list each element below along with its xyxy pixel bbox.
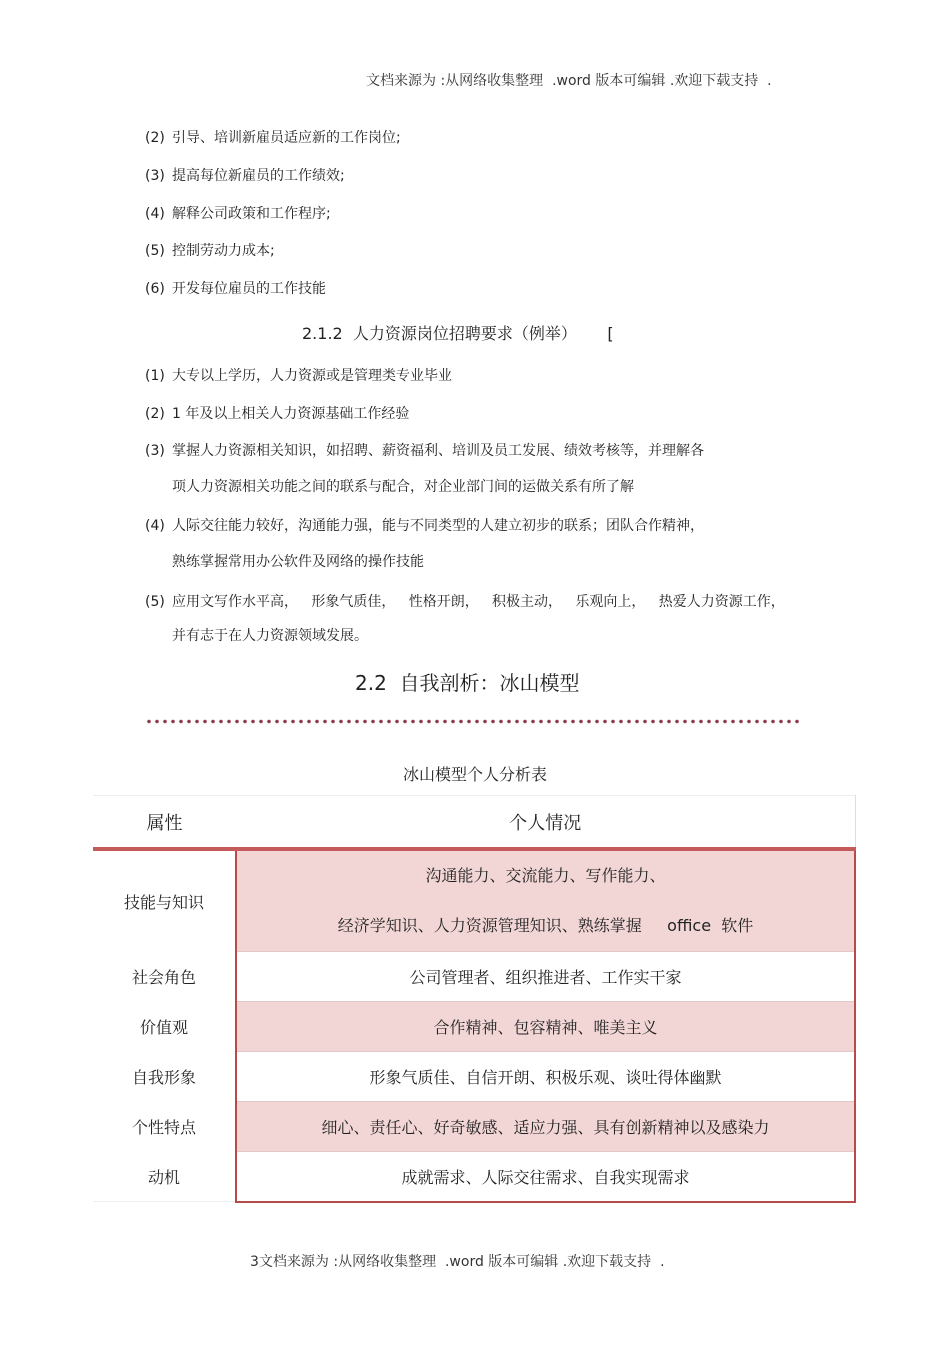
row-attribute: 自我形象 xyxy=(131,1068,196,1087)
page-footer: 3文档来源为 :从网络收集整理 .word 版本可编辑 .欢迎下载支持 . xyxy=(250,1254,665,1270)
list-item: (2) 1 年及以上相关人力资源基础工作经验 xyxy=(145,406,410,422)
dotted-divider xyxy=(145,719,800,724)
row-attribute: 技能与知识 xyxy=(123,892,204,912)
row-value-line: 经济学知识、人力资源管理知识、熟练掌握 office 软件 xyxy=(337,916,754,935)
list-item-continuation: 项人力资源相关功能之间的联系与配合，对企业部门间的运做关系有所了解 xyxy=(172,479,634,495)
row-attribute: 社会角色 xyxy=(131,968,196,987)
page-header: 文档来源为 :从网络收集整理 .word 版本可编辑 .欢迎下载支持 . xyxy=(366,73,772,89)
row-value-line: 沟通能力、交流能力、写作能力、 xyxy=(425,866,666,885)
table-caption: 冰山模型个人分析表 xyxy=(402,765,547,784)
list-item: (3) 掌握人力资源相关知识，如招聘、薪资福利、培训及员工发展、绩效考核等，并理解各 xyxy=(145,443,704,459)
row-attribute: 价值观 xyxy=(139,1018,188,1037)
row-value: 成就需求、人际交往需求、自我实现需求 xyxy=(236,1152,855,1202)
list-item: (2) 引导、培训新雇员适应新的工作岗位; xyxy=(145,130,401,146)
table-row xyxy=(93,1102,855,1152)
row-value: 公司管理者、组织推进者、工作实干家 xyxy=(236,952,855,1002)
row-value: 细心、责任心、好奇敏感、适应力强、具有创新精神以及感染力 xyxy=(236,1102,855,1152)
table-row xyxy=(93,1052,855,1102)
table-row xyxy=(93,1152,855,1202)
iceberg-table xyxy=(93,795,856,1203)
row-value: 合作精神、包容精神、唯美主义 xyxy=(236,1002,855,1052)
table-header-row xyxy=(93,796,855,850)
row-value: 形象气质佳、自信开朗、积极乐观、谈吐得体幽默 xyxy=(236,1052,855,1102)
header-personal-situation: 个人情况 xyxy=(236,796,855,850)
list-item: (6) 开发每位雇员的工作技能 xyxy=(145,281,326,297)
row-attribute: 个性特点 xyxy=(131,1118,196,1137)
table-row xyxy=(93,849,855,952)
list-item-continuation: 熟练掌握常用办公软件及网络的操作技能 xyxy=(172,554,424,570)
list-item: (4) 人际交往能力较好，沟通能力强，能与不同类型的人建立初步的联系；团队合作精神， xyxy=(145,518,704,534)
row-value xyxy=(236,849,855,952)
section-heading-2-1-2: 2.1.2 人力资源岗位招聘要求（例举） [ xyxy=(302,324,614,343)
header-attribute: 属性 xyxy=(93,796,236,850)
list-item: (1) 大专以上学历，人力资源或是管理类专业毕业 xyxy=(145,368,452,384)
list-item: (5) 应用文写作水平高， 形象气质佳， 性格开朗， 积极主动， 乐观向上， 热爱人力资源工作， xyxy=(145,594,785,610)
section-heading-2-2: 2.2 自我剖析：冰山模型 xyxy=(355,671,580,695)
list-item-continuation: 并有志于在人力资源领域发展。 xyxy=(172,628,368,644)
list-item: (5) 控制劳动力成本; xyxy=(145,243,275,259)
list-item: (4) 解释公司政策和工作程序; xyxy=(145,206,331,222)
table-row xyxy=(93,952,855,1002)
table-row xyxy=(93,1002,855,1052)
row-attribute: 动机 xyxy=(93,1152,236,1202)
list-item: (3) 提高每位新雇员的工作绩效; xyxy=(145,168,345,184)
